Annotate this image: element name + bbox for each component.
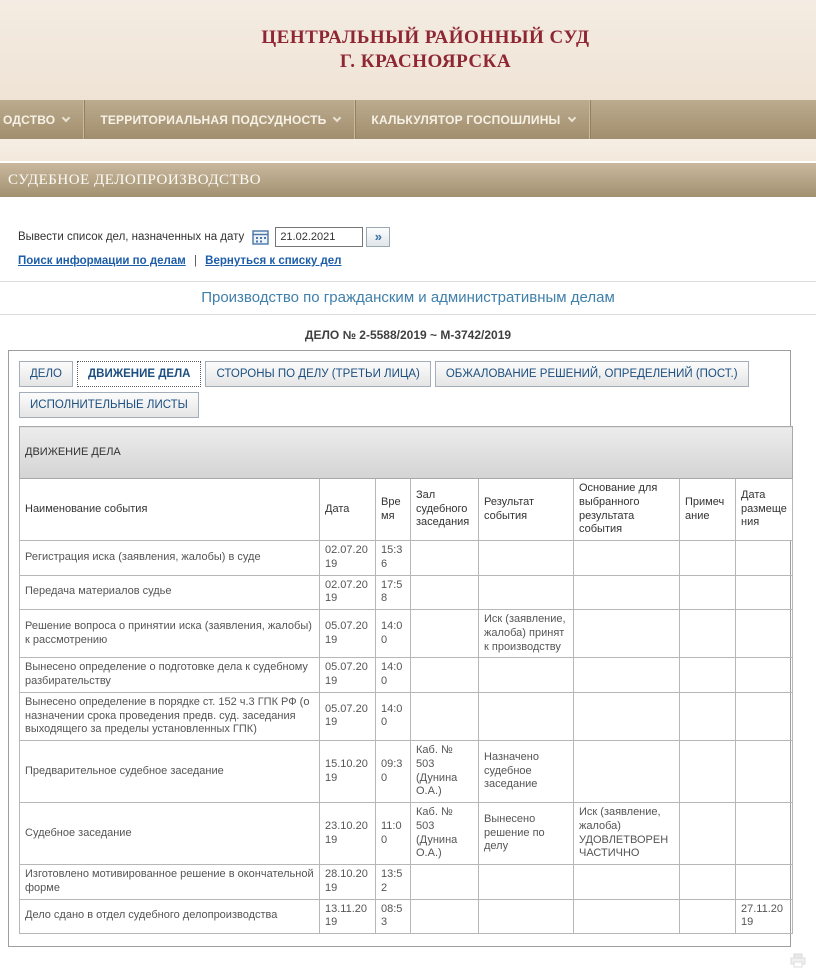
header-gap [0, 139, 816, 163]
table-cell: 28.10.2019 [320, 865, 376, 900]
table-cell [736, 658, 793, 693]
table-cell: 05.07.2019 [320, 692, 376, 740]
table-cell [574, 541, 680, 576]
table-cell [574, 692, 680, 740]
nav-item-label: ТЕРРИТОРИАЛЬНАЯ ПОДСУДНОСТЬ [100, 112, 327, 127]
table-cell [736, 541, 793, 576]
table-cell: Назначено судебное заседание [479, 741, 574, 803]
section-banner [0, 163, 816, 199]
case-movement-table [19, 426, 793, 934]
table-cell: Передача материалов судье [20, 575, 320, 610]
printer-icon[interactable] [790, 953, 806, 973]
table-cell [411, 541, 479, 576]
nav-menu [0, 100, 816, 139]
table-cell: Регистрация иска (заявления, жалобы) в суде [20, 541, 320, 576]
tab-inactive[interactable]: ДЕЛО [19, 361, 73, 387]
table-caption: ДВИЖЕНИЕ ДЕЛА [20, 427, 793, 479]
table-cell [479, 541, 574, 576]
table-row [20, 541, 793, 576]
table-cell [680, 899, 736, 934]
link-case-search[interactable]: Поиск информации по делам [18, 255, 186, 267]
column-header: Основание для выбранного результата события [574, 479, 680, 541]
nav-item-label: ОДСТВО [3, 112, 56, 127]
table-cell [574, 575, 680, 610]
table-cell: Иск (заявление, жалоба) УДОВЛЕТВОРЕН ЧАСТИЧНО [574, 803, 680, 865]
table-cell [680, 692, 736, 740]
table-cell: 05.07.2019 [320, 610, 376, 658]
table-cell: Вынесено определение о подготовке дела к судебному разбирательству [20, 658, 320, 693]
court-title-line1: ЦЕНТРАЛЬНЫЙ РАЙОННЫЙ СУД [261, 27, 590, 49]
table-cell: 15:36 [376, 541, 411, 576]
table-body [20, 541, 793, 934]
table-cell [411, 692, 479, 740]
table-row [20, 692, 793, 740]
table-cell: 08:53 [376, 899, 411, 934]
table-row [20, 610, 793, 658]
site-header [0, 0, 816, 100]
table-row [20, 803, 793, 865]
table-row [20, 865, 793, 900]
table-cell: Каб. № 503 (Дунина О.А.) [411, 803, 479, 865]
table-cell: 13.11.2019 [320, 899, 376, 934]
table-cell [736, 803, 793, 865]
footer-area [0, 947, 816, 973]
chevron-down-icon [62, 114, 70, 122]
table-cell: 23.10.2019 [320, 803, 376, 865]
table-cell [680, 741, 736, 803]
page-title: Производство по гражданским и административным делам [201, 289, 615, 306]
table-row [20, 658, 793, 693]
table-cell [736, 575, 793, 610]
column-header: Зал судебного заседания [411, 479, 479, 541]
case-content-box [8, 350, 791, 947]
table-cell [736, 692, 793, 740]
table-cell: 13:52 [376, 865, 411, 900]
chevron-down-icon [333, 114, 341, 122]
table-header-row [20, 479, 793, 541]
column-header: Дата размещения [736, 479, 793, 541]
table-cell: 11:00 [376, 803, 411, 865]
case-number: ДЕЛО № 2-5588/2019 ~ М-3742/2019 [304, 328, 512, 342]
table-cell: Вынесено решение по делу [479, 803, 574, 865]
table-cell [411, 658, 479, 693]
nav-item[interactable] [0, 100, 85, 139]
table-cell [680, 803, 736, 865]
table-cell [736, 865, 793, 900]
table-row [20, 575, 793, 610]
date-filter-label: Вывести список дел, назначенных на дату [18, 231, 245, 243]
table-cell [574, 865, 680, 900]
double-arrow-icon: » [374, 229, 382, 244]
tab-inactive[interactable]: СТОРОНЫ ПО ДЕЛУ (ТРЕТЬИ ЛИЦА) [205, 361, 430, 387]
table-cell [411, 575, 479, 610]
table-cell: 05.07.2019 [320, 658, 376, 693]
table-cell: Иск (заявление, жалоба) принят к производству [479, 610, 574, 658]
court-title [226, 26, 589, 74]
table-row [20, 899, 793, 934]
column-header: Примечание [680, 479, 736, 541]
tab-inactive[interactable]: ОБЖАЛОВАНИЕ РЕШЕНИЙ, ОПРЕДЕЛЕНИЙ (ПОСТ.) [435, 361, 749, 387]
go-button[interactable] [366, 227, 390, 247]
table-cell [479, 692, 574, 740]
table-cell [574, 610, 680, 658]
column-header: Наименование события [20, 479, 320, 541]
chevron-down-icon [567, 114, 575, 122]
section-banner-title: СУДЕБНОЕ ДЕЛОПРОИЗВОДСТВО [8, 171, 262, 188]
table-cell [736, 741, 793, 803]
table-cell: Вынесено определение в порядке ст. 152 ч.3 ГПК РФ (о назначении срока проведения предв. суд. заседания выходящего за пределы установленных ГПК) [20, 692, 320, 740]
table-cell [479, 865, 574, 900]
toolbar [0, 199, 816, 267]
table-cell: 17:58 [376, 575, 411, 610]
tab-active[interactable]: ДВИЖЕНИЕ ДЕЛА [77, 361, 202, 387]
table-cell [680, 865, 736, 900]
date-filter-row [18, 227, 816, 247]
link-back-to-list[interactable]: Вернуться к списку дел [205, 255, 342, 267]
table-cell: Предварительное судебное заседание [20, 741, 320, 803]
table-cell: Судебное заседание [20, 803, 320, 865]
table-cell [479, 658, 574, 693]
column-header: Результат события [479, 479, 574, 541]
table-cell: Изготовлено мотивированное решение в окончательной форме [20, 865, 320, 900]
table-cell: 14:00 [376, 610, 411, 658]
link-separator: | [193, 255, 197, 267]
table-cell: Каб. № 503 (Дунина О.А.) [411, 741, 479, 803]
tabs [19, 359, 780, 424]
table-cell: 14:00 [376, 658, 411, 693]
table-cell: 27.11.2019 [736, 899, 793, 934]
nav-item-label: КАЛЬКУЛЯТОР ГОСПОШЛИНЫ [371, 112, 561, 127]
table-cell [574, 741, 680, 803]
table-cell: Решение вопроса о принятии иска (заявления, жалобы) к рассмотрению [20, 610, 320, 658]
table-cell: Дело сдано в отдел судебного делопроизводства [20, 899, 320, 934]
table-cell: 14:00 [376, 692, 411, 740]
table-caption-row [20, 427, 793, 479]
table-row [20, 741, 793, 803]
table-cell: 02.07.2019 [320, 575, 376, 610]
table-cell [411, 610, 479, 658]
table-cell [411, 865, 479, 900]
column-header: Дата [320, 479, 376, 541]
nav-item[interactable] [85, 100, 356, 139]
tab-inactive[interactable]: ИСПОЛНИТЕЛЬНЫЕ ЛИСТЫ [19, 392, 199, 418]
court-title-line2: Г. КРАСНОЯРСКА [339, 51, 512, 72]
table-cell [479, 899, 574, 934]
table-cell: 15.10.2019 [320, 741, 376, 803]
table-cell [680, 610, 736, 658]
table-cell [479, 575, 574, 610]
links-row [18, 255, 816, 267]
table-cell [680, 658, 736, 693]
calendar-icon[interactable] [252, 229, 269, 245]
date-input[interactable] [275, 227, 363, 247]
table-cell [736, 610, 793, 658]
table-cell: 09:30 [376, 741, 411, 803]
column-header: Время [376, 479, 411, 541]
table-cell [680, 575, 736, 610]
nav-item[interactable] [356, 100, 590, 139]
table-cell [411, 899, 479, 934]
table-cell [574, 899, 680, 934]
table-cell [574, 658, 680, 693]
table-cell: 02.07.2019 [320, 541, 376, 576]
table-cell [680, 541, 736, 576]
